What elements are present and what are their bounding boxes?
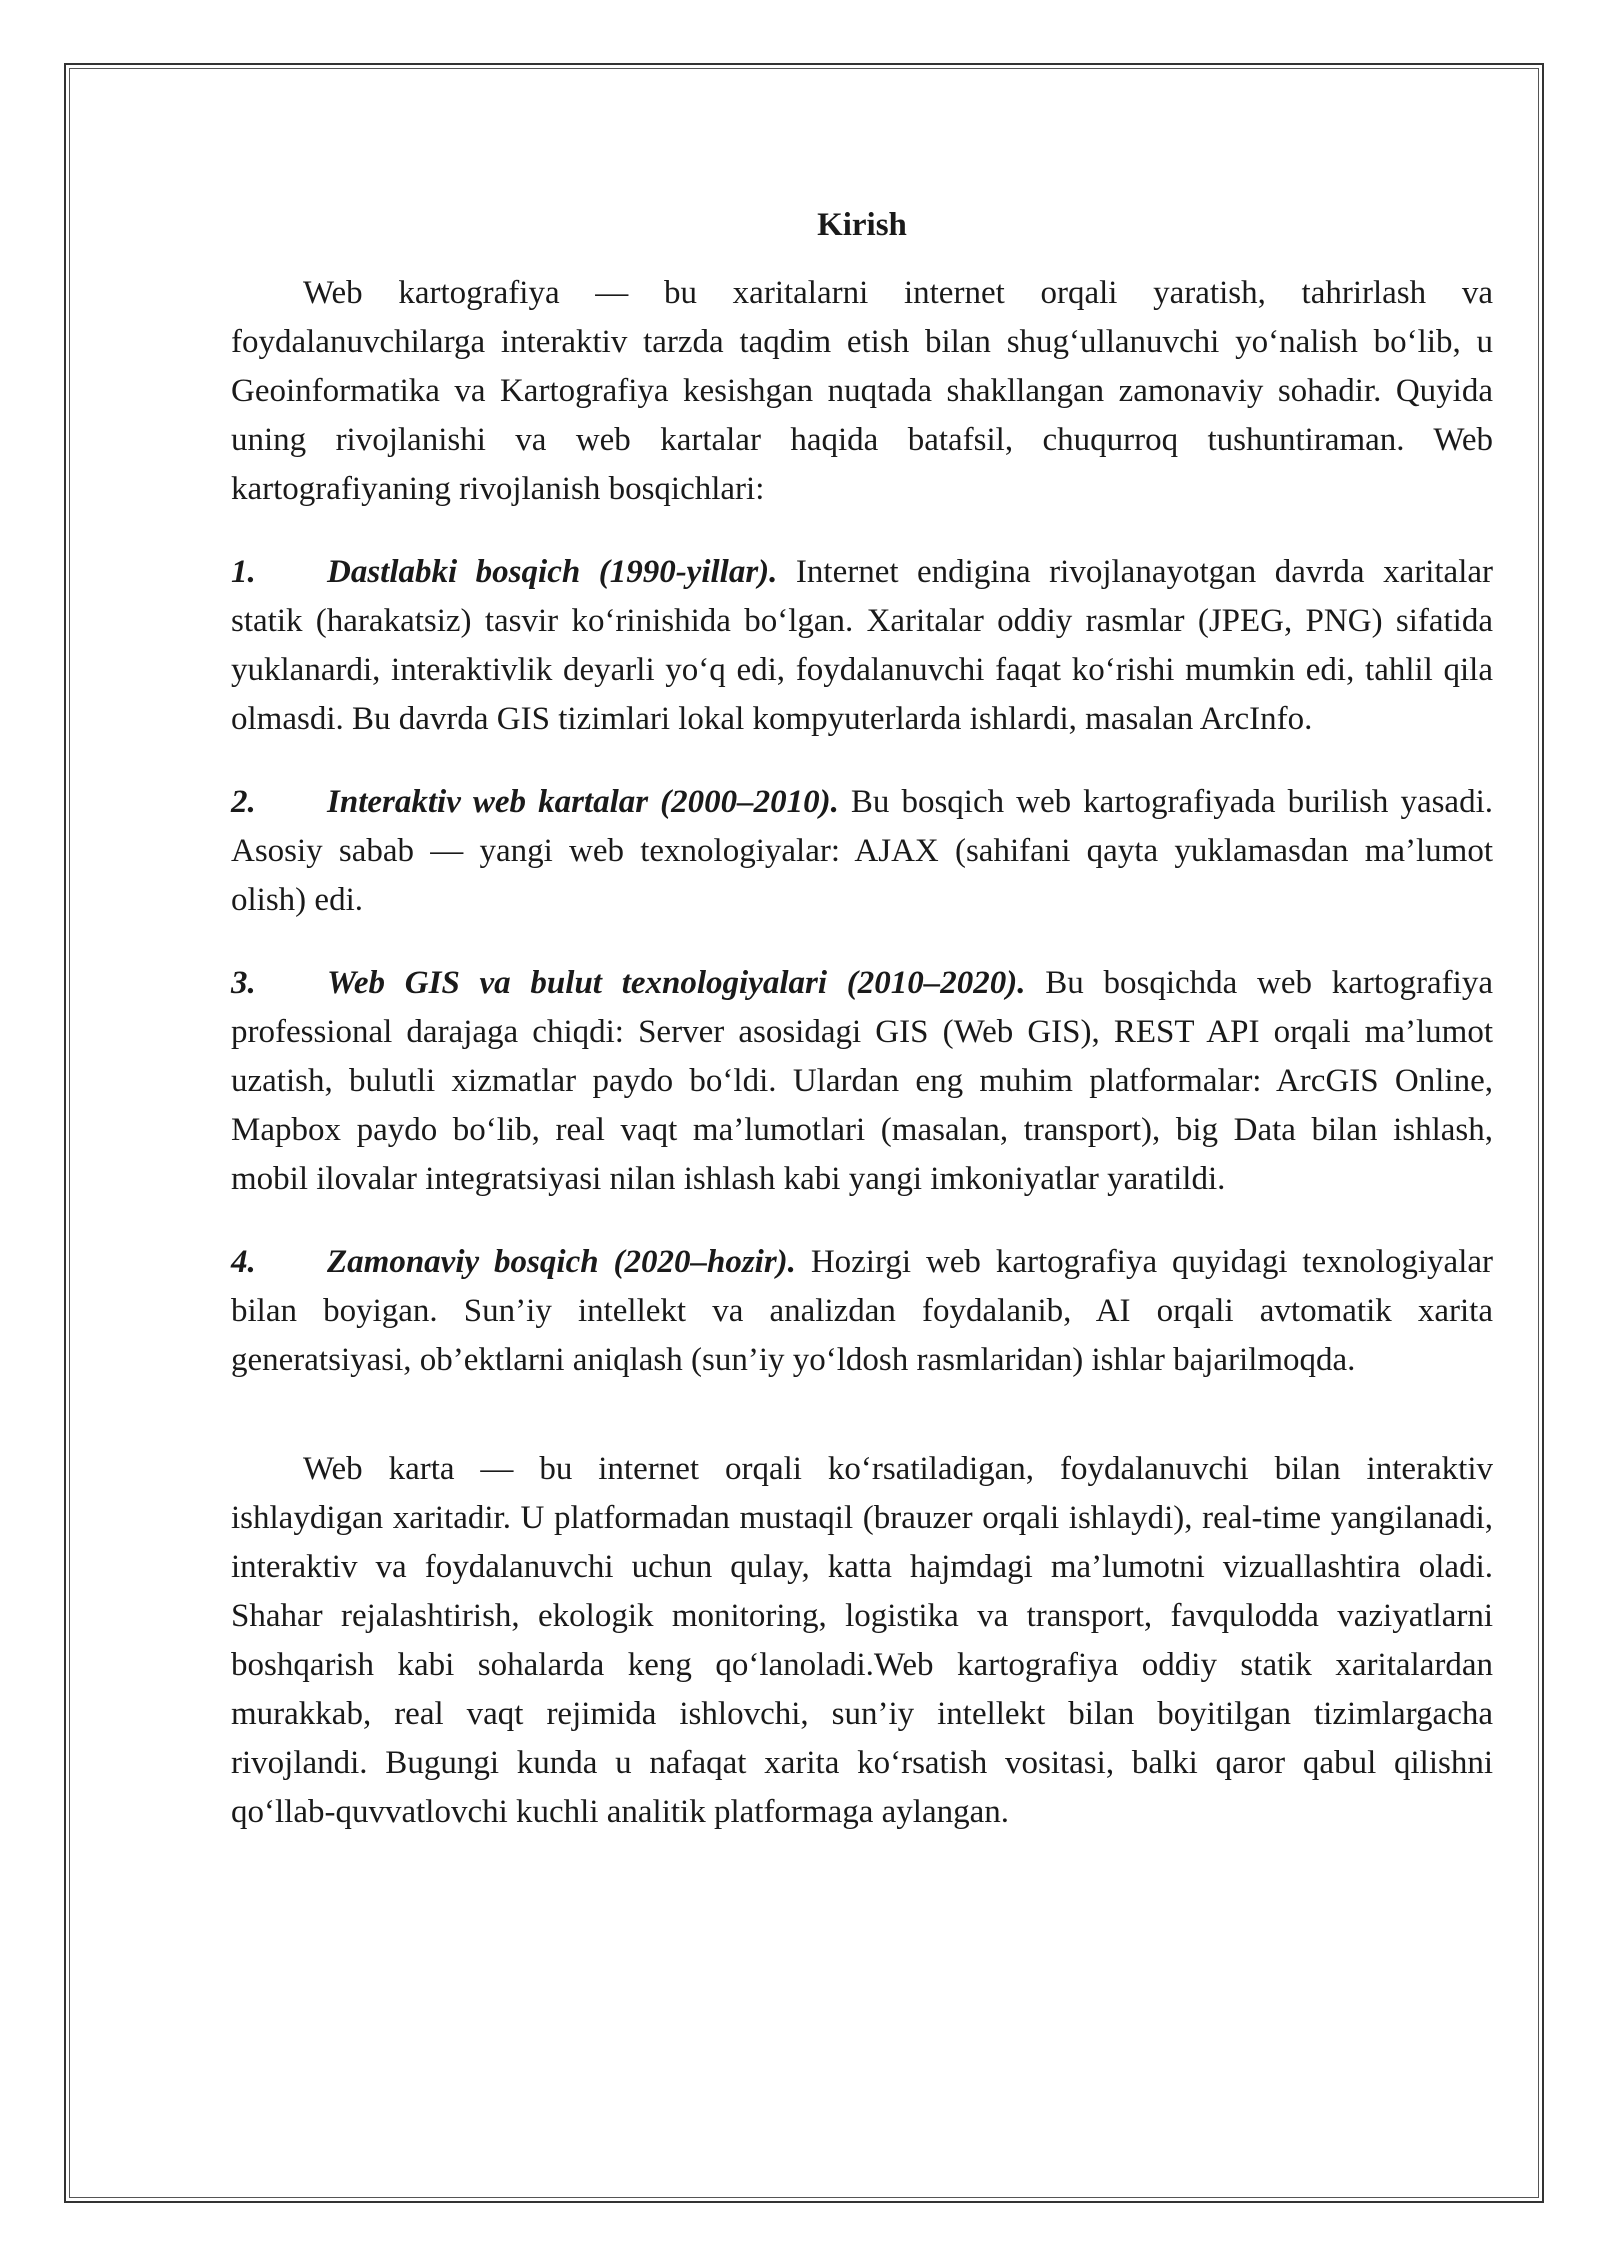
stage-item-4 xyxy=(231,1238,1493,1385)
stage-text: Bu bosqichda web kartografiya professional darajaga chiqdi: Server asosidagi GIS (Web GIS), REST API orqali ma’lumot uzatish, bulutli xizmatlar paydo bo‘ldi. Ulardan eng muhim platformalar: ArcGIS Online, Mapbox paydo bo‘lib, real vaqt ma’lumotlari (masalan, transport), big Data bilan ishlash, mobil ilovalar integratsiyasi nilan ishlash kabi yangi imkoniyatlar yaratildi. xyxy=(231,965,1493,1197)
stage-heading: Zamonaviy bosqich (2020–hozir). xyxy=(327,1244,796,1280)
stage-item-2 xyxy=(231,778,1493,925)
stage-item-3 xyxy=(231,959,1493,1204)
stage-number: 3. xyxy=(231,965,256,1001)
intro-paragraph: Web kartografiya — bu xaritalarni internet orqali yaratish, tahrirlash va foydalanuvchilarga interaktiv tarzda taqdim etish bilan shug‘ullanuvchi yo‘nalish bo‘lib, u Geoinformatika va Kartografiya kesishgan nuqtada shakllangan zamonaviy sohadir. Quyida uning rivojlanishi va web kartalar haqida batafsil, chuqurroq tushuntiraman. Web kartografiyaning rivojlanish bosqichlari: xyxy=(231,275,1493,507)
document-title: Kirish xyxy=(817,207,907,243)
stage-text: Internet endigina rivojlanayotgan davrda xaritalar statik (harakatsiz) tasvir ko‘rinishida bo‘lgan. Xaritalar oddiy rasmlar (JPEG, PNG) sifatida yuklanardi, interaktivlik deyarli yo‘q edi, foydalanuvchi faqat ko‘rishi mumkin edi, tahlil qila olmasdi. Bu davrda GIS tizimlari lokal kompyuterlarda ishlardi, masalan ArcInfo. xyxy=(231,554,1493,737)
stage-text: Hozirgi web kartografiya quyidagi texnologiyalar bilan boyigan. Sun’iy intellekt va analizdan foydalanib, AI orqali avtomatik xarita generatsiyasi, ob’ektlarni aniqlash (sun’iy yo‘ldosh rasmlaridan) ishlar bajarilmoqda. xyxy=(231,1244,1493,1378)
stage-number: 2. xyxy=(231,784,256,820)
stage-item-1 xyxy=(231,548,1493,744)
stage-number: 1. xyxy=(231,554,256,590)
stage-text: Bu bosqich web kartografiyada burilish yasadi. Asosiy sabab — yangi web texnologiyalar: AJAX (sahifani qayta yuklamasdan ma’lumot olish) edi. xyxy=(231,784,1493,918)
document-body xyxy=(231,196,1493,1837)
stage-heading: Dastlabki bosqich (1990-yillar). xyxy=(327,554,778,590)
conclusion-paragraph: Web karta — bu internet orqali ko‘rsatiladigan, foydalanuvchi bilan interaktiv ishlaydigan xaritadir. U platformadan mustaqil (brauzer orqali ishlaydi), real-time yangilanadi, interaktiv va foydalanuvchi uchun qulay, katta hajmdagi ma’lumotni vizuallashtira oladi. Shahar rejalashtirish, ekologik monitoring, logistika va transport, favqulodda vaziyatlarni boshqarish kabi sohalarda keng qo‘lanoladi.Web kartografiya oddiy statik xaritalardan murakkab, real vaqt rejimida ishlovchi, sun’iy intellekt bilan boyitilgan tizimlargacha rivojlandi. Bugungi kunda u nafaqat xarita ko‘rsatish vositasi, balki qaror qabul qilishni qo‘llab-quvvatlovchi kuchli analitik platformaga aylangan. xyxy=(231,1451,1493,1830)
stage-heading: Web GIS va bulut texnologiyalari (2010–2020). xyxy=(327,965,1026,1001)
stage-number: 4. xyxy=(231,1244,256,1280)
stage-heading: Interaktiv web kartalar (2000–2010). xyxy=(327,784,839,820)
